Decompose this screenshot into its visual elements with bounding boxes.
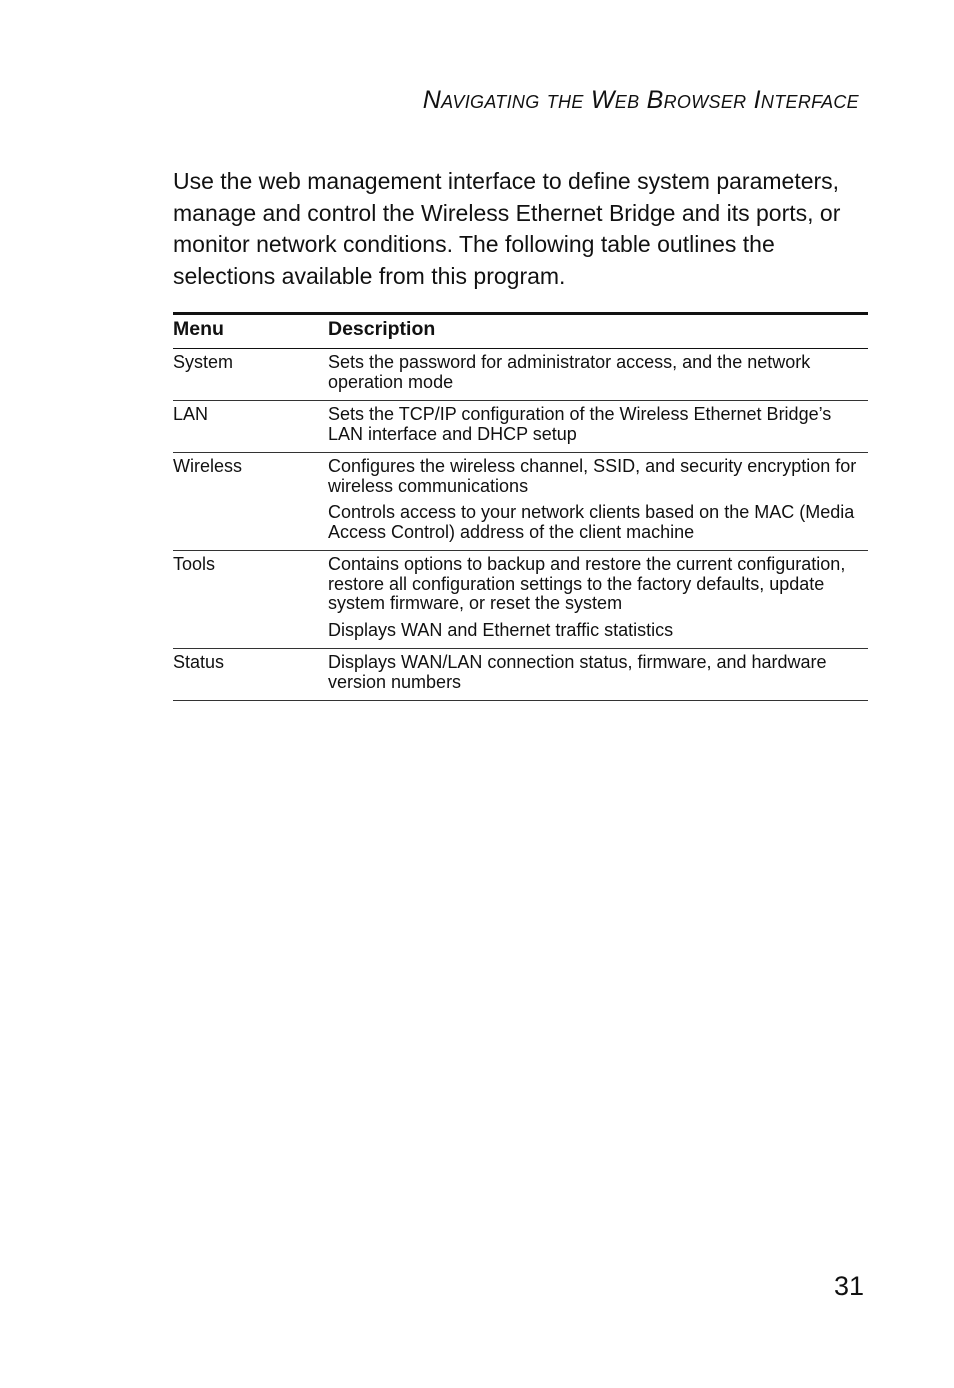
description-cell-status <box>328 649 868 701</box>
description-text: Sets the TCP/IP configuration of the Wireless Ethernet Bridge’s LAN interface and DHCP setup <box>328 404 832 444</box>
menu-cell-system: System <box>173 349 328 401</box>
column-header-menu: Menu <box>173 314 328 349</box>
description-cell-wireless <box>328 453 868 551</box>
column-header-description: Description <box>328 314 868 349</box>
menu-cell-lan: LAN <box>173 401 328 453</box>
table-row-system <box>173 349 868 401</box>
description-text: Displays WAN and Ethernet traffic statistics <box>328 619 674 640</box>
description-text: Configures the wireless channel, SSID, and security encryption for wireless communications <box>328 456 857 496</box>
table-row-lan <box>173 401 868 453</box>
description-cell-tools <box>328 551 868 649</box>
running-header: Navigating the Web Browser Interface <box>422 86 859 114</box>
table-row-tools <box>173 551 868 649</box>
menu-table <box>173 312 868 701</box>
table-header-row <box>173 314 868 349</box>
menu-cell-wireless: Wireless <box>173 453 328 551</box>
intro-paragraph: Use the web management interface to define system parameters, manage and control the Wireless Ethernet Bridge and its ports, or monitor network conditions. The following table outlines the selections available from this program. <box>173 168 841 289</box>
description-cell-system <box>328 349 868 401</box>
menu-cell-status: Status <box>173 649 328 701</box>
description-text: Sets the password for administrator access, and the network operation mode <box>328 352 811 392</box>
table-row-wireless <box>173 453 868 551</box>
description-text: Controls access to your network clients based on the MAC (Media Access Control) address of the client machine <box>328 502 855 542</box>
menu-cell-tools: Tools <box>173 551 328 649</box>
description-cell-lan <box>328 401 868 453</box>
description-text: Displays WAN/LAN connection status, firmware, and hardware version numbers <box>328 652 827 692</box>
description-text: Contains options to backup and restore the current configuration, restore all configuration settings to the factory defaults, update system firmware, or reset the system <box>328 554 846 613</box>
page-number: 31 <box>833 1271 864 1301</box>
table-row-status <box>173 649 868 701</box>
